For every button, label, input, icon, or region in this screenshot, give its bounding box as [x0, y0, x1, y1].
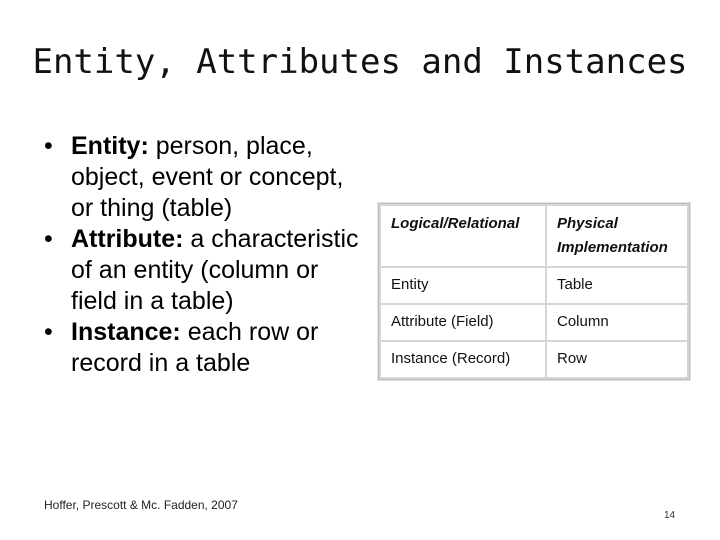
comparison-table — [379, 204, 689, 379]
table-cell: Attribute (Field) — [380, 304, 546, 341]
table-cell: Column — [546, 304, 688, 341]
table-cell: Row — [546, 341, 688, 378]
citation: Hoffer, Prescott & Mc. Fadden, 2007 — [44, 498, 238, 512]
comparison-table-container — [378, 203, 690, 380]
table-cell: Table — [546, 267, 688, 304]
bullet-item-instance — [44, 317, 364, 379]
bullet-dot: • — [44, 132, 53, 160]
bullet-dot: • — [44, 225, 53, 253]
bullet-text: person, place, object, event or concept, or thing (table) — [71, 132, 344, 222]
table-row — [380, 267, 688, 304]
bullet-term: Instance: — [71, 318, 181, 346]
bullet-item-attribute — [44, 224, 364, 317]
bullet-item-entity — [44, 131, 364, 224]
bullet-text: a characteristic of an entity (column or field in a table) — [71, 225, 359, 315]
bullet-term: Entity: — [71, 132, 149, 160]
table-cell: Entity — [380, 267, 546, 304]
table-row — [380, 341, 688, 378]
bullet-text: each row or record in a table — [71, 318, 319, 377]
table-cell: Instance (Record) — [380, 341, 546, 378]
bullet-list — [44, 131, 364, 379]
bullet-term: Attribute: — [71, 225, 184, 253]
page-number: 14 — [664, 510, 676, 521]
slide-title: Entity, Attributes and Instances — [32, 42, 688, 82]
table-header-cell: Logical/Relational — [380, 205, 546, 267]
table-header-row — [380, 205, 688, 267]
table-header-cell: Physical Implementation — [546, 205, 688, 267]
table-row — [380, 304, 688, 341]
bullet-dot: • — [44, 318, 53, 346]
